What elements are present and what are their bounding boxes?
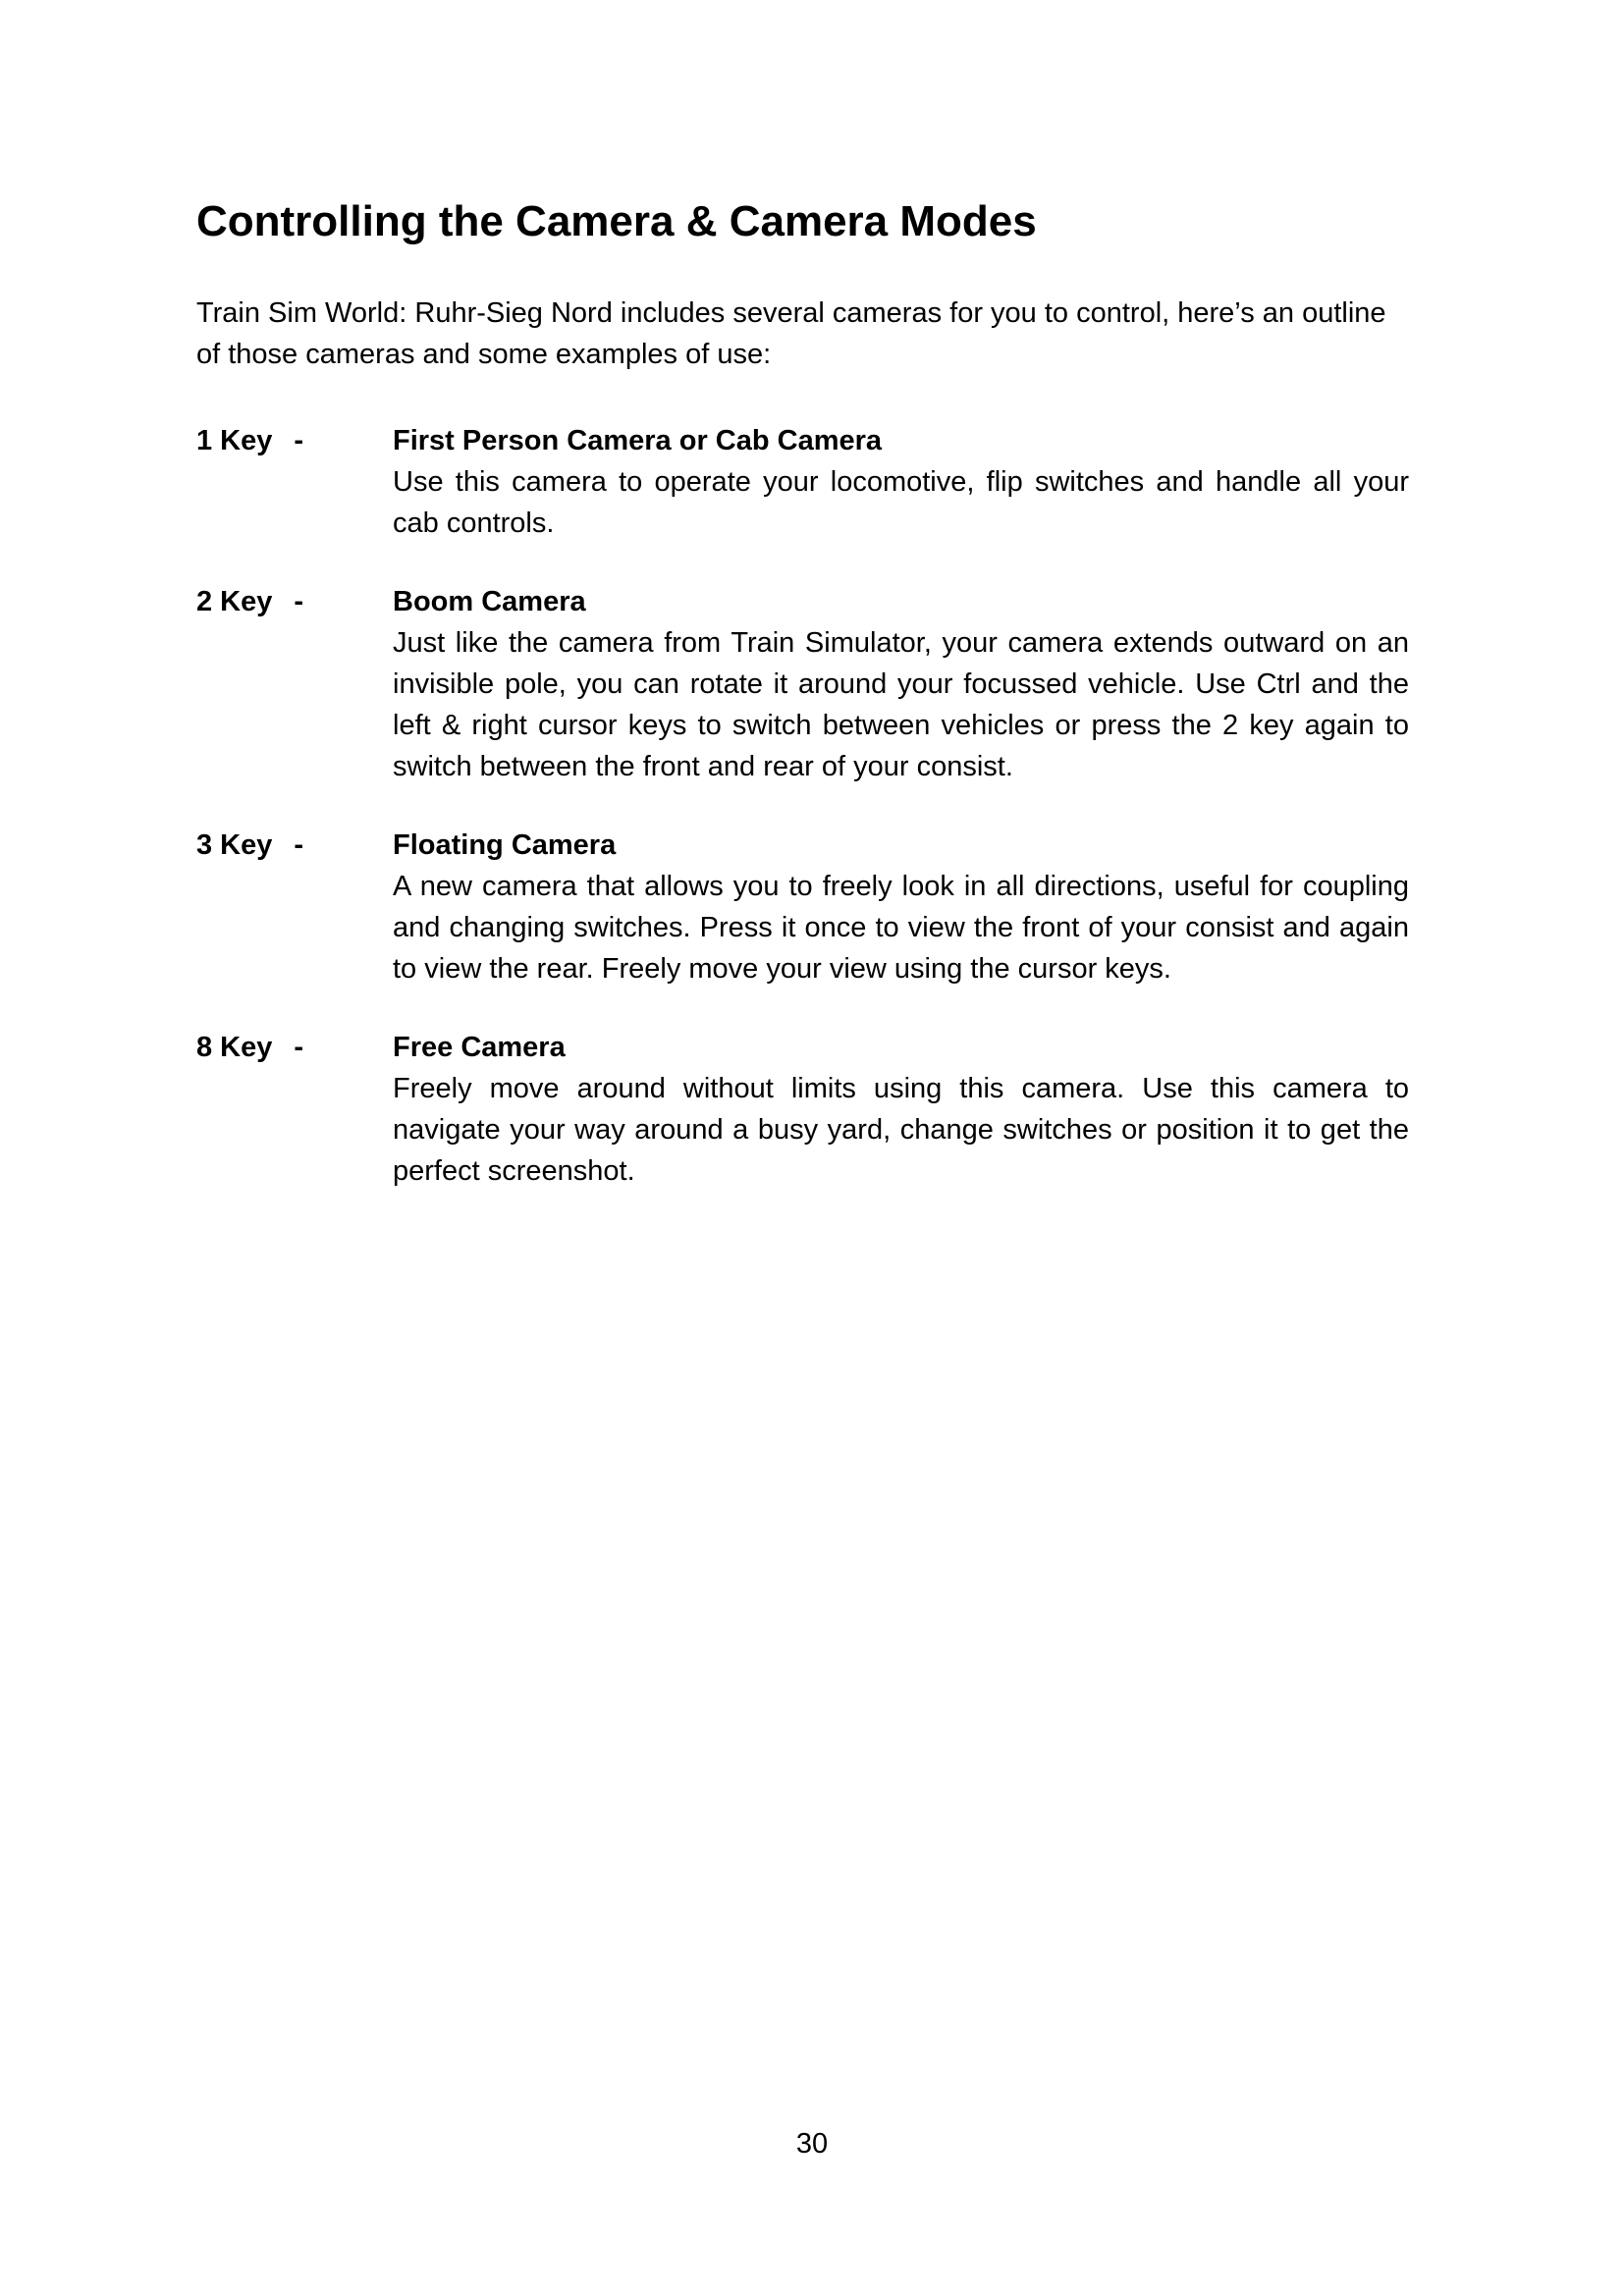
key-dash: - [294,425,304,456]
key-label [196,420,393,461]
camera-heading: Free Camera [393,1032,566,1063]
camera-description-block [393,581,1409,787]
camera-body-text: A new camera that allows you to freely look in all directions, useful for coupling and changing switches. Press it once to view the front of your consist and again to view the rear. Freely move your view using the cursor keys. [393,871,1409,985]
camera-body-text: Use this camera to operate your locomotive, flip switches and handle all your cab controls. [393,466,1409,539]
camera-body-text: Just like the camera from Train Simulator, your camera extends outward on an invisible pole, you can rotate it around your focussed vehicle. Use Ctrl and the left & right cursor keys to switch between vehicles or press the 2 key again to switch between the front and rear of your consist. [393,627,1409,782]
intro-paragraph: Train Sim World: Ruhr-Sieg Nord includes several cameras for you to control, here’s an outline of those cameras and some examples of use: [196,297,1386,370]
camera-heading: First Person Camera or Cab Camera [393,425,883,456]
key-name: 1 Key [196,425,273,456]
page-number: 30 [795,2128,829,2160]
camera-description-block [393,1027,1409,1192]
key-dash: - [294,586,304,617]
camera-section-3key [196,825,1409,989]
camera-description-block [393,825,1409,989]
camera-section-2key [196,581,1409,787]
camera-section-8key [196,1027,1409,1192]
key-dash: - [294,829,304,861]
camera-heading: Floating Camera [393,829,617,861]
key-name: 3 Key [196,829,273,861]
key-name: 2 Key [196,586,273,617]
key-name: 8 Key [196,1032,273,1063]
camera-description-block [393,420,1409,544]
key-dash: - [294,1032,304,1063]
camera-section-1key [196,420,1409,544]
page-title: Controlling the Camera & Camera Modes [196,197,1037,245]
key-label [196,825,393,866]
key-label [196,581,393,622]
key-label [196,1027,393,1068]
camera-heading: Boom Camera [393,586,586,617]
camera-body-text: Freely move around without limits using this camera. Use this camera to navigate your way around a busy yard, change switches or position it to get the perfect screenshot. [393,1073,1409,1187]
